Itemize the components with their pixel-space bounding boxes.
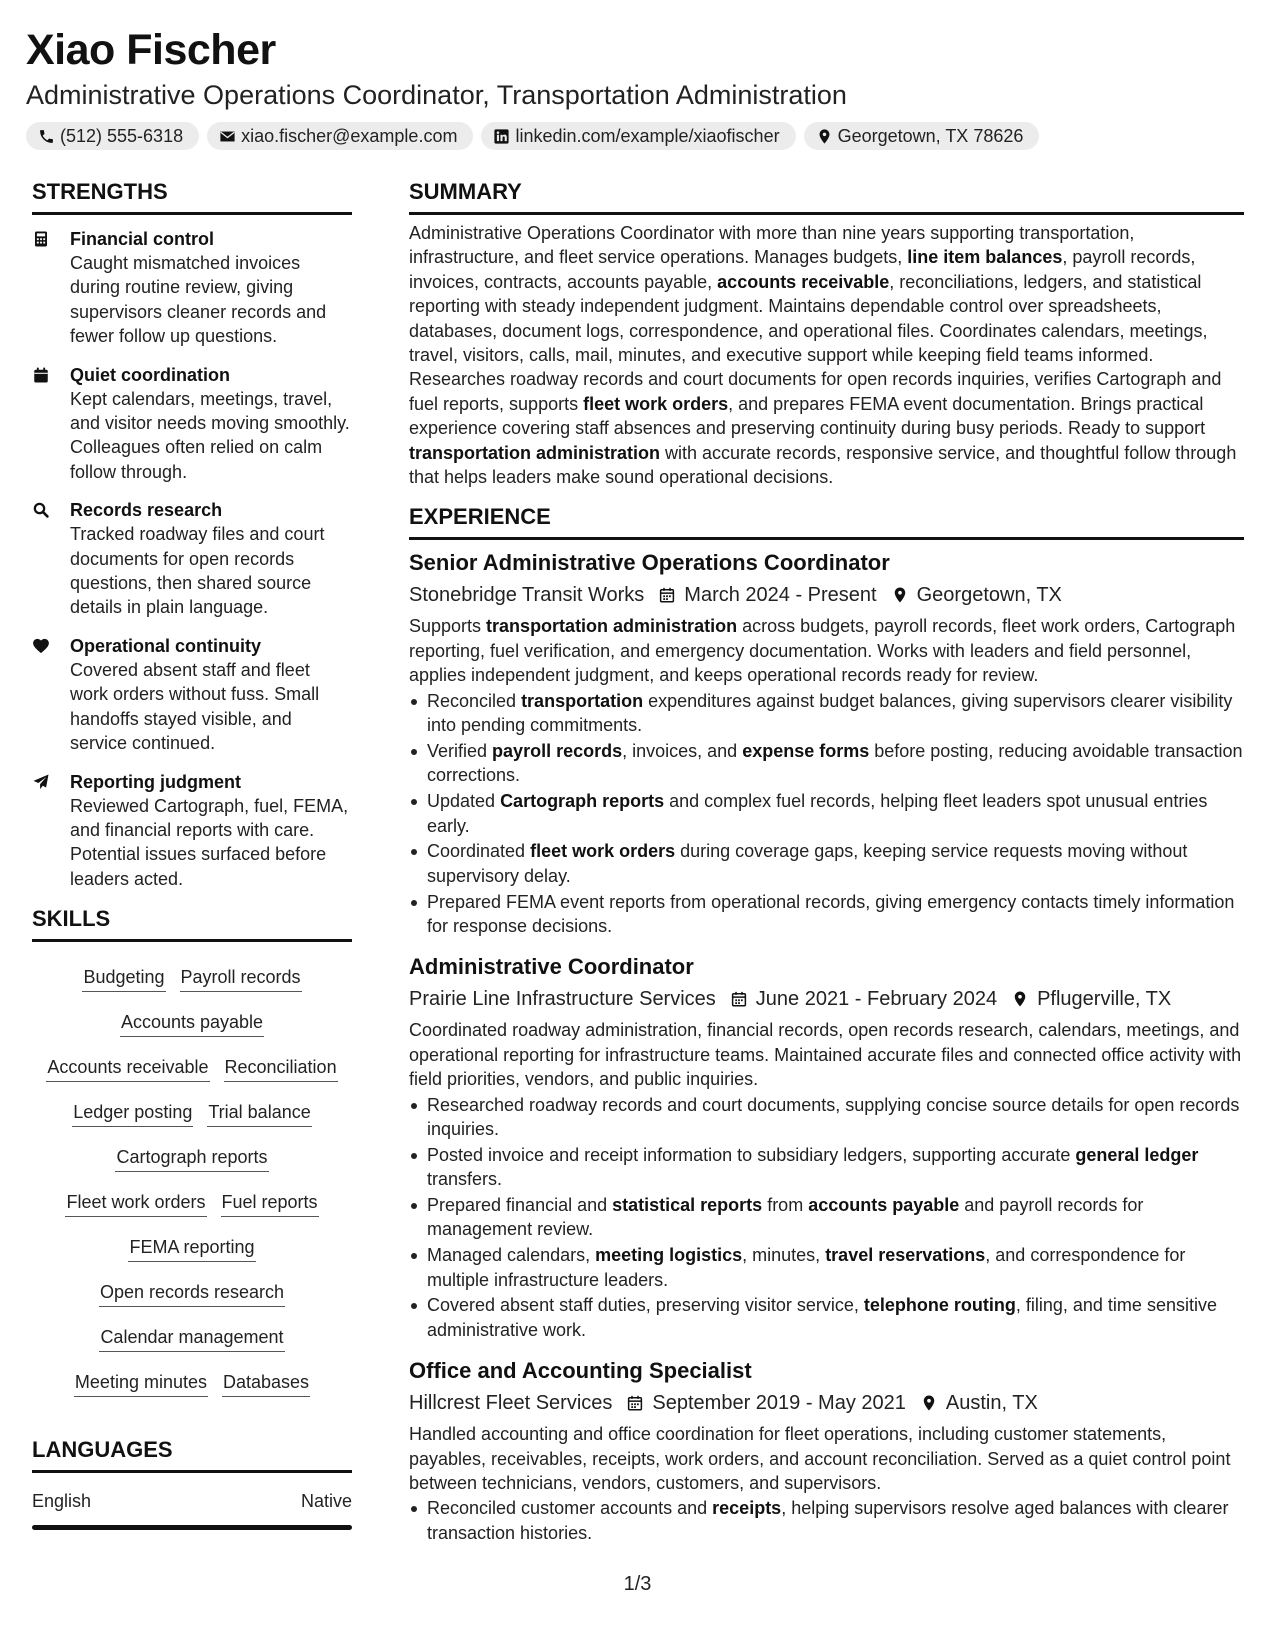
emphasis-text: accounts payable	[808, 1194, 960, 1215]
experience-heading: EXPERIENCE	[409, 503, 1244, 540]
strength-item	[32, 363, 352, 485]
job-dates: June 2021 - February 2024	[755, 988, 998, 1011]
skill-tag: Databases	[222, 1370, 310, 1397]
resume-header	[26, 24, 1246, 150]
skill-tag: Budgeting	[82, 965, 165, 992]
strength-title: Records research	[70, 500, 223, 521]
contact-location-text: Georgetown, TX 78626	[837, 125, 1024, 146]
contact-phone-text: (512) 555-6318	[60, 125, 184, 146]
job-location: Austin, TX	[945, 1392, 1038, 1415]
emphasis-text: transportation	[521, 690, 644, 711]
job-bullet: Posted invoice and receipt information to subsidiary ledgers, supporting accurate general ledger transfers.	[409, 1143, 1244, 1192]
skills-list	[32, 956, 352, 1406]
skill-tag: Accounts receivable	[46, 1055, 209, 1082]
calendar-icon	[658, 586, 676, 604]
strengths-list	[32, 227, 352, 891]
skills-row	[32, 1046, 352, 1091]
heart-icon	[32, 637, 50, 655]
map-pin-icon	[1011, 990, 1029, 1008]
job-bullet: Coordinated fleet work orders during coverage gaps, keeping service requests moving without supervisory delay.	[409, 839, 1244, 888]
candidate-headline: Administrative Operations Coordinator, Transportation Administration	[26, 80, 847, 110]
job-location: Pflugerville, TX	[1037, 988, 1172, 1011]
strength-title: Quiet coordination	[70, 364, 230, 385]
skills-row	[32, 1271, 352, 1316]
paper-plane-icon	[32, 773, 50, 791]
map-pin-icon	[920, 1394, 938, 1412]
envelope-icon	[219, 128, 236, 145]
job-description: Handled accounting and office coordination for fleet operations, including customer statements, payables, receivables, receipts, work orders, and account reconciliation. Served as a quiet control point between technicians, vendors, customers, and supervisors.	[409, 1424, 1231, 1493]
job-description: Supports transportation administration across budgets, payroll records, fleet work orders, Cartograph reporting, fuel verification, and emergency documentation. Works with leaders and field personnel, applies independent judgment, and keeps operational records ready for review.	[409, 616, 1236, 686]
strength-description: Reviewed Cartograph, fuel, FEMA, and financial reports with care. Potential issues surfaced before leaders acted.	[70, 795, 349, 889]
emphasis-text: payroll records	[492, 740, 623, 761]
job-bullet: Prepared FEMA event reports from operational records, giving emergency contacts timely information for response decisions.	[409, 890, 1244, 939]
job-bullet: Reconciled customer accounts and receipts, helping supervisors resolve aged balances with clearer transaction histories.	[409, 1496, 1244, 1545]
skill-tag: Accounts payable	[120, 1010, 264, 1037]
skill-tag: Cartograph reports	[115, 1145, 268, 1172]
skill-tag: Reconciliation	[224, 1055, 338, 1082]
job-bullets	[409, 689, 1244, 939]
emphasis-text: fleet work orders	[530, 841, 676, 862]
contact-email-text: xiao.fischer@example.com	[241, 125, 458, 146]
skills-row	[32, 1181, 352, 1226]
skill-tag: Fuel reports	[221, 1190, 319, 1217]
skills-row	[32, 1226, 352, 1271]
job-bullets	[409, 1496, 1244, 1545]
calendar-icon	[626, 1394, 644, 1412]
job-title: Administrative Coordinator	[409, 954, 694, 980]
strength-title: Reporting judgment	[70, 771, 241, 792]
strength-item	[32, 498, 352, 620]
skill-tag: Payroll records	[180, 965, 302, 992]
emphasis-text: Cartograph reports	[500, 791, 665, 812]
candidate-name: Xiao Fischer	[26, 26, 276, 74]
job-entry	[409, 1356, 1244, 1545]
job-dates: March 2024 - Present	[684, 584, 877, 607]
emphasis-text: meeting logistics	[595, 1245, 743, 1266]
job-bullets	[409, 1093, 1244, 1343]
map-pin-icon	[816, 128, 833, 145]
calendar-icon	[730, 990, 748, 1008]
right-column	[409, 178, 1244, 1547]
company-name: Stonebridge Transit Works	[409, 584, 645, 607]
strength-item	[32, 634, 352, 756]
job-meta	[409, 1388, 1244, 1418]
map-pin-icon	[891, 586, 909, 604]
job-title: Office and Accounting Specialist	[409, 1358, 752, 1384]
language-proficiency-bar	[32, 1525, 352, 1530]
contact-location	[804, 122, 1040, 150]
strength-item	[32, 770, 352, 892]
language-name: English	[32, 1491, 92, 1512]
contact-email[interactable]	[207, 122, 473, 150]
skill-tag: Ledger posting	[72, 1100, 193, 1127]
emphasis-text: fleet work orders	[583, 393, 729, 414]
skill-tag: Meeting minutes	[74, 1370, 208, 1397]
skills-heading: SKILLS	[32, 905, 352, 942]
skill-tag: Calendar management	[99, 1325, 284, 1352]
skills-row	[32, 956, 352, 1001]
skill-tag: Trial balance	[207, 1100, 311, 1127]
contact-linkedin[interactable]	[481, 122, 795, 150]
linkedin-icon	[493, 128, 510, 145]
job-meta	[409, 984, 1244, 1014]
job-title: Senior Administrative Operations Coordinator	[409, 550, 890, 576]
strength-description: Tracked roadway files and court documents for open records questions, then shared source details in plain language.	[70, 524, 325, 618]
emphasis-text: accounts receivable	[717, 271, 890, 292]
phone-icon	[38, 128, 55, 145]
emphasis-text: travel reservations	[825, 1245, 986, 1266]
summary-heading: SUMMARY	[409, 178, 1244, 215]
job-bullet: Prepared financial and statistical reports from accounts payable and payroll records for management review.	[409, 1193, 1244, 1242]
skills-row	[32, 1136, 352, 1181]
emphasis-text: statistical reports	[612, 1194, 763, 1215]
job-location: Georgetown, TX	[916, 584, 1062, 607]
company-name: Prairie Line Infrastructure Services	[409, 988, 716, 1011]
left-column	[32, 178, 352, 1530]
skill-tag: Open records research	[99, 1280, 285, 1307]
skills-row	[32, 1001, 352, 1046]
page-number: 1/3	[623, 1573, 652, 1595]
job-entry	[409, 548, 1244, 938]
strengths-heading: STRENGTHS	[32, 178, 352, 215]
job-bullet: Updated Cartograph reports and complex fuel records, helping fleet leaders spot unusual entries early.	[409, 789, 1244, 838]
summary-text: Administrative Operations Coordinator with more than nine years supporting transportation, infrastructure, and fleet service operations. Manages budgets, line item balances, payroll records, invoices, contracts, accounts payable, accounts receivable, reconciliations, ledgers, and statistical reporting with steady independent judgment. Maintains dependable control over spreadsheets, databases, document logs, correspondence, and operational files. Coordinates calendars, meetings, travel, visitors, calls, mail, minutes, and executive support while keeping field teams informed. Researches roadway records and court documents for open records inquiries, verifies Cartograph and fuel reports, supports fleet work orders, and prepares FEMA event documentation. Brings practical experience covering staff absences and preserving continuity during busy periods. Ready to support transportation administration with accurate records, responsive service, and thoughtful follow through that helps leaders make sound operational decisions.	[409, 223, 1237, 488]
job-bullet: Managed calendars, meeting logistics, minutes, travel reservations, and correspondence for multiple infrastructure leaders.	[409, 1243, 1244, 1292]
job-meta	[409, 580, 1244, 610]
strength-description: Kept calendars, meetings, travel, and visitor needs moving smoothly. Colleagues often relied on calm follow through.	[70, 388, 350, 482]
skills-row	[32, 1091, 352, 1136]
language-item	[32, 1489, 352, 1513]
skill-tag: FEMA reporting	[128, 1235, 255, 1262]
job-dates: September 2019 - May 2021	[652, 1392, 906, 1415]
contact-linkedin-text: linkedin.com/example/xiaofischer	[515, 125, 780, 146]
job-bullet: Reconciled transportation expenditures against budget balances, giving supervisors clearer visibility into pending commitments.	[409, 689, 1244, 738]
job-bullet: Covered absent staff duties, preserving visitor service, telephone routing, filing, and time sensitive administrative work.	[409, 1293, 1244, 1342]
language-level: Native	[300, 1491, 352, 1512]
job-bullet: Verified payroll records, invoices, and expense forms before posting, reducing avoidable transaction corrections.	[409, 739, 1244, 788]
search-icon	[32, 501, 50, 519]
job-entry	[409, 952, 1244, 1342]
emphasis-text: line item balances	[907, 247, 1063, 268]
emphasis-text: transportation administration	[409, 442, 661, 463]
emphasis-text: transportation administration	[486, 616, 738, 637]
emphasis-text: general ledger	[1075, 1144, 1199, 1165]
languages-heading: LANGUAGES	[32, 1436, 352, 1473]
job-description: Coordinated roadway administration, financial records, open records research, calendars, meetings, and operational reporting for infrastructure teams. Maintained accurate files and connected office activity with field priorities, vendors, and public inquiries.	[409, 1020, 1242, 1090]
contact-phone[interactable]	[26, 122, 199, 150]
calculator-icon	[32, 230, 50, 248]
calendar-icon	[32, 366, 50, 384]
strength-item	[32, 227, 352, 349]
emphasis-text: expense forms	[742, 740, 870, 761]
company-name: Hillcrest Fleet Services	[409, 1392, 613, 1415]
skill-tag: Fleet work orders	[65, 1190, 206, 1217]
strength-title: Financial control	[70, 229, 215, 249]
job-bullet: Researched roadway records and court documents, supplying concise source details for open records inquiries.	[409, 1093, 1244, 1142]
emphasis-text: receipts	[712, 1498, 782, 1519]
strength-description: Covered absent staff and fleet work orders without fuss. Small handoffs stayed visible, and service continued.	[70, 659, 320, 754]
emphasis-text: telephone routing	[863, 1295, 1016, 1316]
skills-row	[32, 1361, 352, 1406]
contact-bar	[26, 122, 1246, 150]
strength-description: Caught mismatched invoices during routine review, giving supervisors cleaner records and fewer follow up questions.	[70, 253, 327, 347]
strength-title: Operational continuity	[70, 635, 262, 656]
skills-row	[32, 1316, 352, 1361]
